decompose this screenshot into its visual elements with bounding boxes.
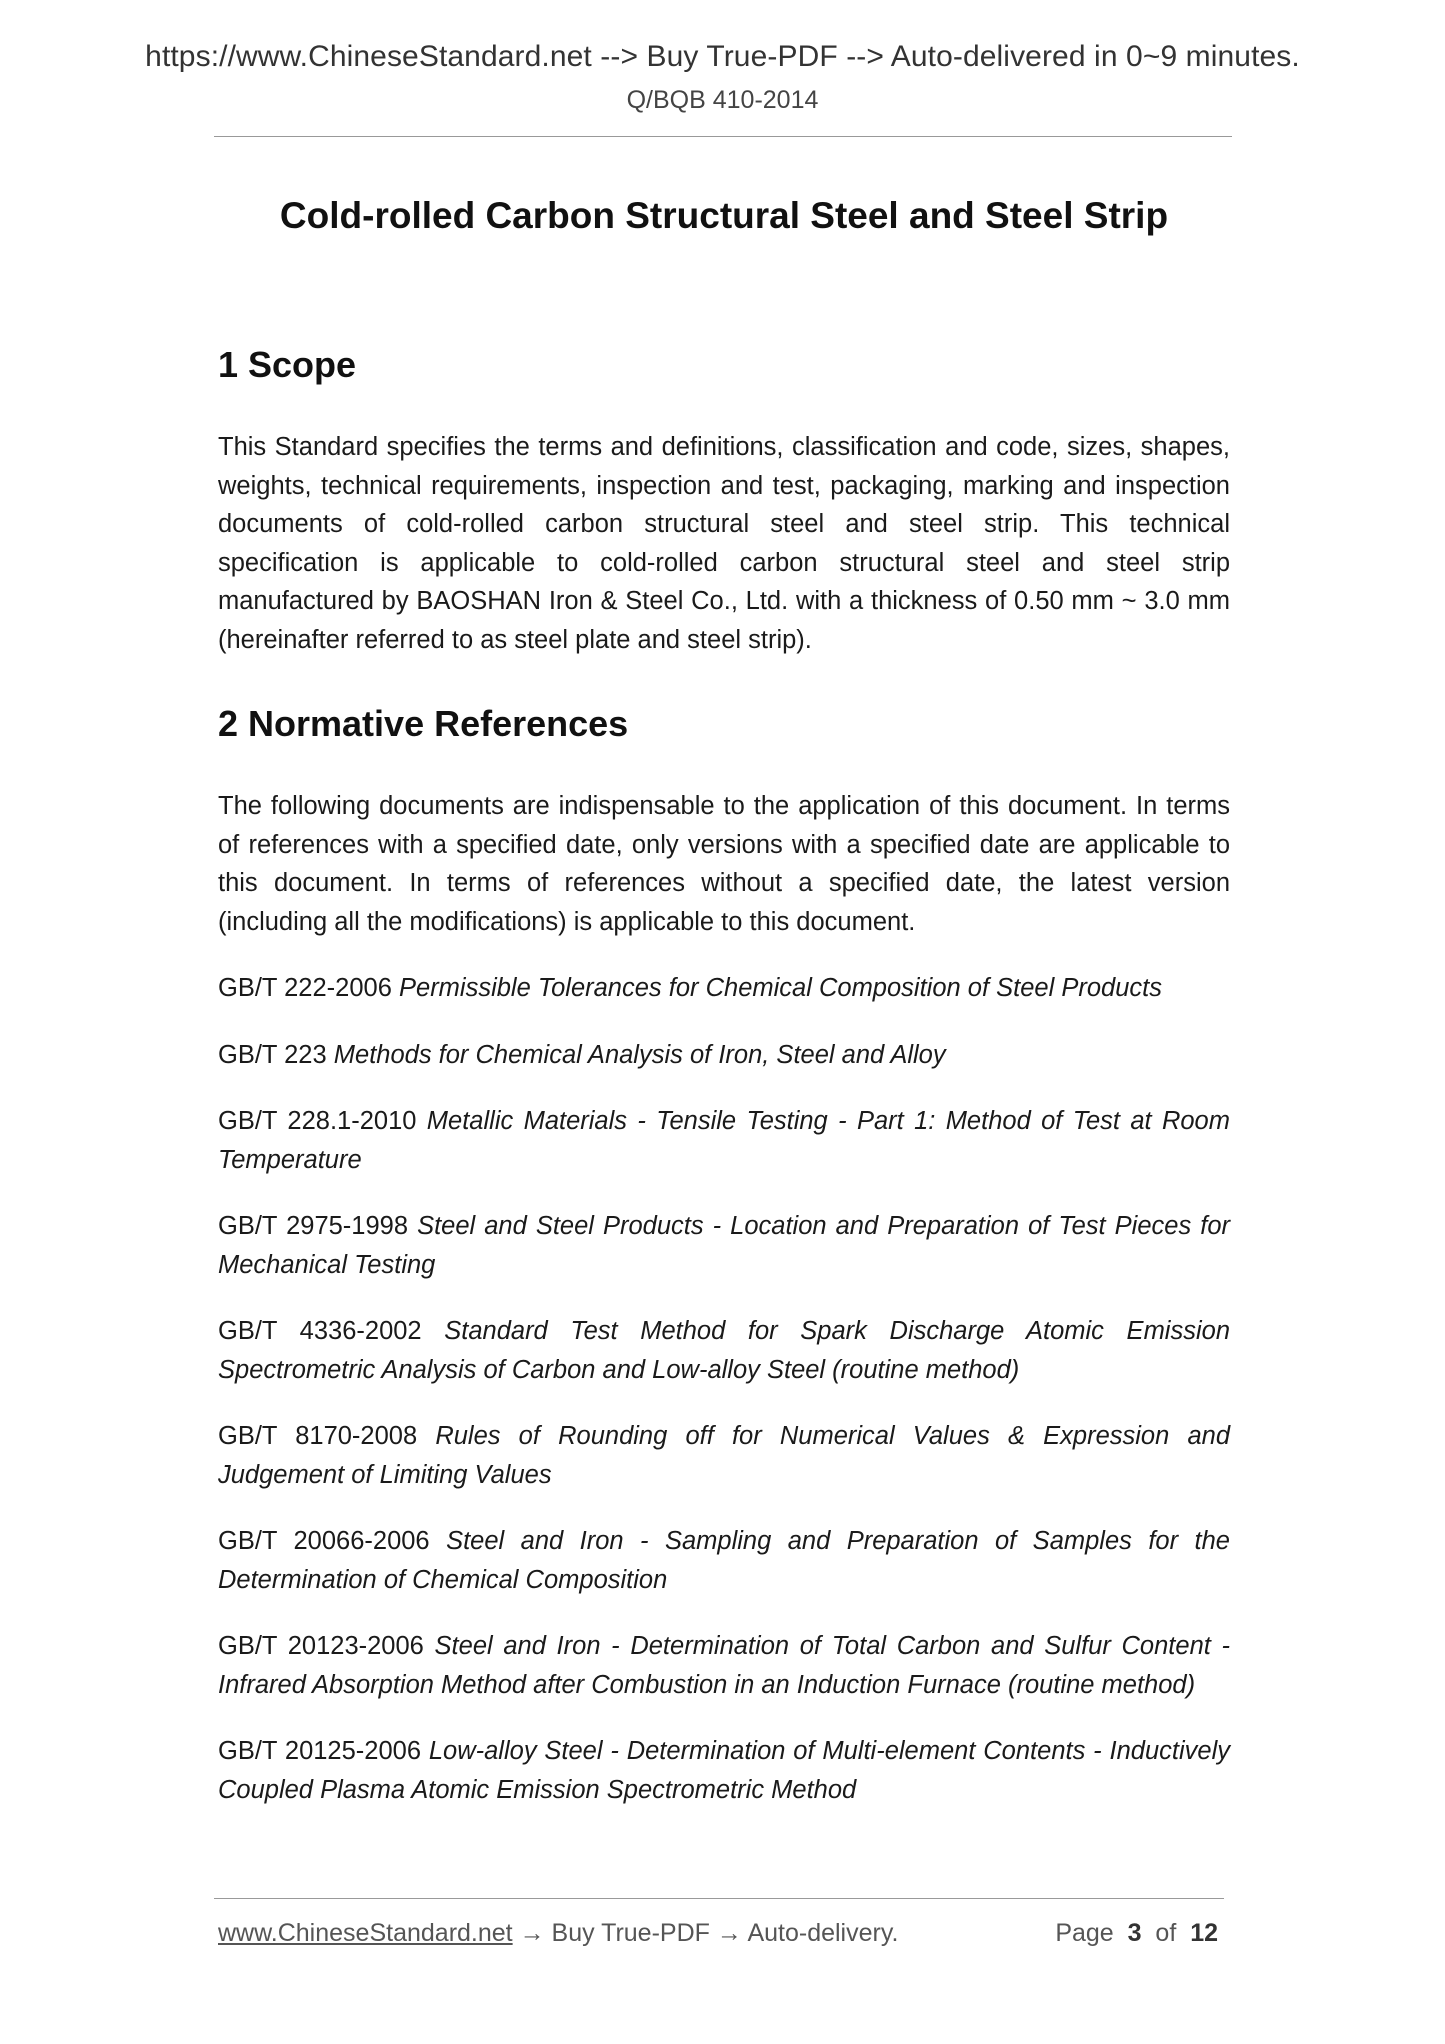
reference-title: Standard Test Method for Spark Discharge Atomic Emission Spectrometric Analysis of Carbon and Low-alloy Steel (routine method) xyxy=(218,1317,1231,1384)
header-divider xyxy=(214,136,1232,137)
arrow-right-icon: → xyxy=(716,1919,742,1947)
reference-code: GB/T 20125-2006 xyxy=(218,1737,422,1765)
scope-heading: 1 Scope xyxy=(218,344,357,385)
reference-title: Rules of Rounding off for Numerical Values & Expression and Judgement of Limiting Values xyxy=(218,1422,1231,1489)
reference-title: Steel and Iron - Sampling and Preparation of Samples for the Determination of Chemical Composition xyxy=(218,1527,1230,1594)
footer-divider xyxy=(214,1898,1224,1899)
reference-title: Metallic Materials - Tensile Testing - Part 1: Method of Test at Room Temperature xyxy=(218,1107,1230,1174)
header-banner: https://www.ChineseStandard.net --> Buy True-PDF --> Auto-delivered in 0~9 minutes. xyxy=(145,40,1300,73)
reference-code: GB/T 8170-2008 xyxy=(218,1422,418,1450)
references-intro: The following documents are indispensable to the application of this document. In terms of references with a specified date, only versions with a specified date are applicable to this document. In terms of references without a specified date, the latest version (including all the modifications) is applicable to this document. xyxy=(218,792,1230,936)
reference-code: GB/T 223 xyxy=(218,1040,327,1069)
reference-item xyxy=(218,1732,1230,1809)
arrow-right-icon: → xyxy=(519,1919,545,1947)
scope-paragraph: This Standard specifies the terms and definitions, classification and code, sizes, shapes, weights, technical requirements, inspection and test, packaging, marking and inspection documents of cold-rolled carbon structural steel and steel strip. This technical specification is applicable to cold-rolled carbon structural steel and steel strip manufactured by BAOSHAN Iron & Steel Co., Ltd. with a thickness of 0.50 mm ~ 3.0 mm (hereinafter referred to as steel plate and steel strip). xyxy=(218,433,1230,654)
page-current: 3 xyxy=(1127,1919,1142,1947)
reference-code: GB/T 20123-2006 xyxy=(218,1632,424,1660)
reference-item xyxy=(218,1102,1230,1179)
reference-title: Low-alloy Steel - Determination of Multi-element Contents - Inductively Coupled Plasma Atomic Emission Spectrometric Method xyxy=(218,1737,1230,1804)
reference-item xyxy=(218,969,1230,1008)
page-label: Page xyxy=(1055,1919,1114,1947)
page-number xyxy=(1055,1919,1218,1948)
reference-code: GB/T 4336-2002 xyxy=(218,1317,422,1345)
reference-item xyxy=(218,1627,1230,1704)
reference-title: Steel and Steel Products - Location and Preparation of Test Pieces for Mechanical Testing xyxy=(218,1212,1230,1279)
footer-buy-text: Buy True-PDF xyxy=(551,1919,710,1947)
page-of-label: of xyxy=(1155,1919,1177,1947)
document-body xyxy=(218,190,1230,1837)
document-code: Q/BQB 410-2014 xyxy=(626,86,819,114)
reference-code: GB/T 2975-1998 xyxy=(218,1212,409,1240)
references-list xyxy=(218,969,1230,1809)
reference-code: GB/T 20066-2006 xyxy=(218,1527,430,1555)
reference-item xyxy=(218,1522,1230,1599)
reference-item xyxy=(218,1312,1230,1389)
footer-site-link[interactable]: www.ChineseStandard.net xyxy=(218,1919,513,1947)
reference-item xyxy=(218,1207,1230,1284)
footer-delivery-text: Auto-delivery. xyxy=(747,1919,899,1947)
page-footer xyxy=(218,1919,1224,1948)
reference-code: GB/T 222-2006 xyxy=(218,974,392,1002)
normative-references-heading: 2 Normative References xyxy=(218,703,629,744)
reference-code: GB/T 228.1-2010 xyxy=(218,1107,417,1135)
page-total: 12 xyxy=(1190,1919,1218,1947)
reference-title: Permissible Tolerances for Chemical Composition of Steel Products xyxy=(399,974,1162,1002)
reference-item xyxy=(218,1417,1230,1494)
reference-item xyxy=(218,1036,1230,1075)
reference-title: Steel and Iron - Determination of Total Carbon and Sulfur Content - Infrared Absorption Method after Combustion in an Induction Furnace (routine method) xyxy=(218,1632,1230,1699)
reference-title: Methods for Chemical Analysis of Iron, Steel and Alloy xyxy=(333,1040,946,1069)
document-title: Cold-rolled Carbon Structural Steel and Steel Strip xyxy=(279,195,1169,236)
